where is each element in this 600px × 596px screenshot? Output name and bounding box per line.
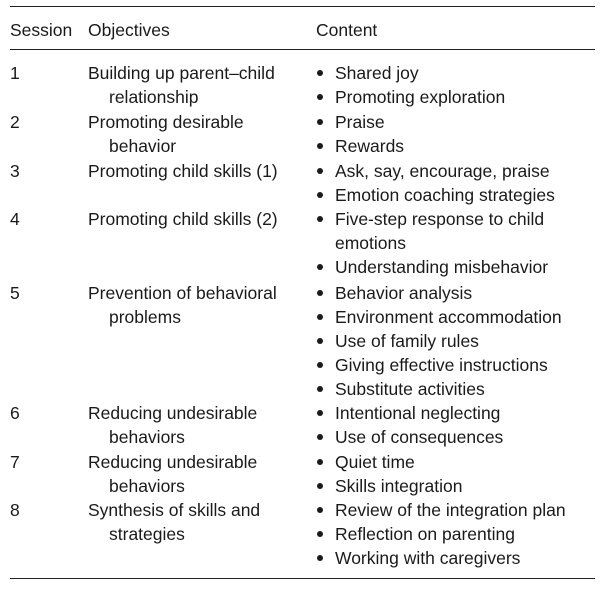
content-bullet-item: [316, 281, 596, 305]
content-bullet-item: [316, 255, 596, 279]
content-bullet-item: [316, 546, 596, 570]
session-objective: [88, 159, 308, 183]
content-list: [316, 207, 596, 279]
content-bullet-item: [316, 401, 596, 425]
content-text: Review of the integration plan: [335, 500, 566, 520]
session-number: 6: [10, 403, 20, 423]
content-bullet-item: [316, 183, 596, 207]
session-objective: [88, 498, 308, 546]
content-text: Rewards: [335, 136, 405, 156]
session-objective: [88, 281, 308, 329]
session-objective: [88, 61, 308, 109]
content-text: Shared joy: [335, 63, 419, 83]
content-bullet-item: [316, 425, 596, 449]
content-text: Working with caregivers: [335, 548, 521, 568]
table-bottom-rule: [10, 578, 595, 579]
content-bullet-item: [316, 207, 596, 255]
content-list: [316, 498, 596, 570]
content-text: Reflection on parenting: [335, 524, 515, 544]
content-bullet-item: [316, 110, 596, 134]
content-bullet-item: [316, 61, 596, 85]
session-number: 3: [10, 161, 20, 181]
objective-line: Promoting child skills (1): [88, 161, 278, 181]
content-list: [316, 450, 596, 498]
objective-line: Promoting desirable: [88, 112, 244, 132]
content-text: Behavior analysis: [335, 283, 473, 303]
session-objective: [88, 207, 308, 231]
content-text: emotions: [335, 233, 407, 253]
content-bullet-item: [316, 450, 596, 474]
objective-line: Reducing undesirable: [88, 452, 258, 472]
objective-line: strategies: [109, 524, 185, 544]
content-text: Use of family rules: [335, 331, 479, 351]
content-text: Environment accommodation: [335, 307, 562, 327]
session-number: 4: [10, 209, 20, 229]
objective-line: behavior: [109, 136, 177, 156]
content-list: [316, 401, 596, 449]
content-text: Praise: [335, 112, 385, 132]
content-text: Giving effective instructions: [335, 355, 548, 375]
objective-line: relationship: [109, 87, 199, 107]
objective-line: Synthesis of skills and: [88, 500, 261, 520]
content-bullet-item: [316, 522, 596, 546]
content-text: Emotion coaching strategies: [335, 185, 555, 205]
session-number: 1: [10, 63, 20, 83]
session-number: 8: [10, 500, 20, 520]
objective-line: Reducing undesirable: [88, 403, 258, 423]
session-number: 2: [10, 112, 20, 132]
content-list: [316, 61, 596, 109]
content-text: Understanding misbehavior: [335, 257, 549, 277]
objective-line: Prevention of behavioral: [88, 283, 277, 303]
objective-line: problems: [109, 307, 181, 327]
content-bullet-item: [316, 498, 596, 522]
content-text: Five-step response to child: [335, 209, 545, 229]
content-list: [316, 281, 596, 401]
table-top-rule: [10, 6, 595, 7]
content-text: Intentional neglecting: [335, 403, 501, 423]
content-text: Quiet time: [335, 452, 415, 472]
content-text: Ask, say, encourage, praise: [335, 161, 550, 181]
header-content: Content: [316, 20, 378, 40]
content-text: Substitute activities: [335, 379, 485, 399]
content-bullet-item: [316, 159, 596, 183]
content-list: [316, 110, 596, 158]
session-objective: [88, 110, 308, 158]
content-bullet-item: [316, 305, 596, 329]
session-objective: [88, 401, 308, 449]
header-session: Session: [10, 20, 73, 40]
content-text: Use of consequences: [335, 427, 504, 447]
content-bullet-item: [316, 377, 596, 401]
content-bullet-item: [316, 85, 596, 109]
content-text: Promoting exploration: [335, 87, 506, 107]
content-bullet-item: [316, 353, 596, 377]
session-number: 5: [10, 283, 20, 303]
objective-line: behaviors: [109, 427, 185, 447]
header-objectives: Objectives: [88, 20, 170, 40]
objective-line: Promoting child skills (2): [88, 209, 278, 229]
content-text: Skills integration: [335, 476, 463, 496]
session-number: 7: [10, 452, 20, 472]
header-rule: [10, 49, 595, 50]
session-objective: [88, 450, 308, 498]
content-list: [316, 159, 596, 207]
content-bullet-item: [316, 134, 596, 158]
objective-line: Building up parent–child: [88, 63, 275, 83]
objective-line: behaviors: [109, 476, 185, 496]
content-bullet-item: [316, 329, 596, 353]
content-bullet-item: [316, 474, 596, 498]
